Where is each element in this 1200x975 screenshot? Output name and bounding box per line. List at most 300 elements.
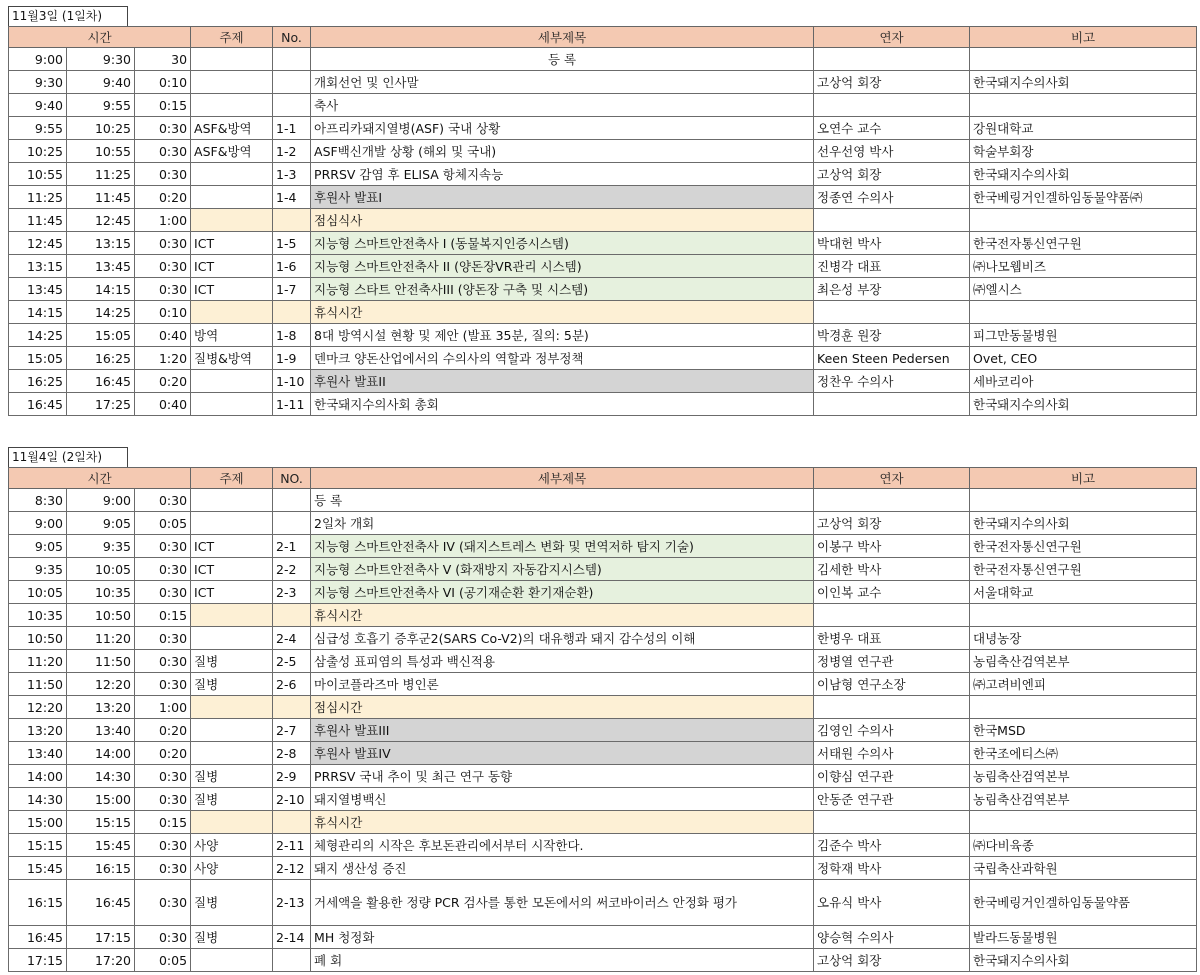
- speaker-cell: 고상억 회장: [814, 949, 970, 972]
- duration-cell: 0:40: [135, 393, 191, 416]
- end-time-cell: 17:20: [67, 949, 135, 972]
- session-title-cell: 심급성 호흡기 증후군2(SARS Co-V2)의 대유행과 돼지 감수성의 이해: [311, 627, 814, 650]
- duration-cell: 0:30: [135, 650, 191, 673]
- topic-cell: ASF&방역: [191, 140, 273, 163]
- speaker-cell: [814, 94, 970, 117]
- speaker-cell: 최은성 부장: [814, 278, 970, 301]
- schedule-row: [9, 558, 1197, 581]
- speaker-cell: 안동준 연구관: [814, 788, 970, 811]
- session-no-cell: [273, 209, 311, 232]
- session-no-cell: 1-1: [273, 117, 311, 140]
- duration-cell: 1:00: [135, 696, 191, 719]
- end-time-cell: 16:25: [67, 347, 135, 370]
- topic-cell: 질병: [191, 926, 273, 949]
- end-time-cell: 11:25: [67, 163, 135, 186]
- end-time-cell: 9:05: [67, 512, 135, 535]
- start-time-cell: 10:55: [9, 163, 67, 186]
- duration-cell: 0:15: [135, 604, 191, 627]
- topic-cell: [191, 209, 273, 232]
- duration-cell: 0:30: [135, 535, 191, 558]
- end-time-cell: 15:05: [67, 324, 135, 347]
- session-title-cell: 덴마크 양돈산업에서의 수의사의 역할과 정부정책: [311, 347, 814, 370]
- session-title-cell: 지능형 스마트안전축사 II (양돈장VR관리 시스템): [311, 255, 814, 278]
- session-title-cell: 개회선언 및 인사말: [311, 71, 814, 94]
- note-cell: 농림축산검역본부: [970, 788, 1197, 811]
- start-time-cell: 11:25: [9, 186, 67, 209]
- session-no-cell: [273, 696, 311, 719]
- schedule-row: [9, 834, 1197, 857]
- end-time-cell: 9:30: [67, 48, 135, 71]
- session-title-cell: 체형관리의 시작은 후보돈관리에서부터 시작한다.: [311, 834, 814, 857]
- session-title-cell: 지능형 스마트안전축사 V (화재방지 자동감지시스템): [311, 558, 814, 581]
- note-cell: 한국돼지수의사회: [970, 512, 1197, 535]
- session-no-cell: 2-6: [273, 673, 311, 696]
- session-no-cell: 1-4: [273, 186, 311, 209]
- speaker-cell: 김세한 박사: [814, 558, 970, 581]
- topic-cell: ASF&방역: [191, 117, 273, 140]
- header-note: 비고: [970, 468, 1197, 489]
- duration-cell: 1:20: [135, 347, 191, 370]
- duration-cell: 0:15: [135, 811, 191, 834]
- speaker-cell: 정찬우 수의사: [814, 370, 970, 393]
- session-title-cell: 마이코플라즈마 병인론: [311, 673, 814, 696]
- duration-cell: 0:30: [135, 788, 191, 811]
- topic-cell: [191, 742, 273, 765]
- session-title-cell: 후원사 발표IV: [311, 742, 814, 765]
- start-time-cell: 15:45: [9, 857, 67, 880]
- schedule-row: [9, 788, 1197, 811]
- note-cell: ㈜다비육종: [970, 834, 1197, 857]
- topic-cell: 질병: [191, 765, 273, 788]
- topic-cell: [191, 301, 273, 324]
- topic-cell: 질병: [191, 788, 273, 811]
- start-time-cell: 15:05: [9, 347, 67, 370]
- schedule-row: [9, 627, 1197, 650]
- session-title-cell: 휴식시간: [311, 604, 814, 627]
- end-time-cell: 15:15: [67, 811, 135, 834]
- session-title-cell: 후원사 발표III: [311, 719, 814, 742]
- start-time-cell: 14:25: [9, 324, 67, 347]
- session-title-cell: 폐 회: [311, 949, 814, 972]
- end-time-cell: 10:50: [67, 604, 135, 627]
- start-time-cell: 9:05: [9, 535, 67, 558]
- note-cell: 한국돼지수의사회: [970, 393, 1197, 416]
- end-time-cell: 11:45: [67, 186, 135, 209]
- topic-cell: [191, 48, 273, 71]
- end-time-cell: 10:25: [67, 117, 135, 140]
- speaker-cell: 이봉구 박사: [814, 535, 970, 558]
- duration-cell: 1:00: [135, 209, 191, 232]
- note-cell: 농림축산검역본부: [970, 765, 1197, 788]
- schedule-row: [9, 535, 1197, 558]
- session-title-cell: 축사: [311, 94, 814, 117]
- start-time-cell: 10:35: [9, 604, 67, 627]
- session-no-cell: 1-3: [273, 163, 311, 186]
- start-time-cell: 14:00: [9, 765, 67, 788]
- speaker-cell: 진병각 대표: [814, 255, 970, 278]
- note-cell: [970, 94, 1197, 117]
- speaker-cell: 양승혁 수의사: [814, 926, 970, 949]
- session-no-cell: [273, 512, 311, 535]
- duration-cell: 0:30: [135, 926, 191, 949]
- start-time-cell: 16:45: [9, 926, 67, 949]
- schedule-row: [9, 140, 1197, 163]
- topic-cell: ICT: [191, 535, 273, 558]
- schedule-row: [9, 857, 1197, 880]
- note-cell: 한국전자통신연구원: [970, 558, 1197, 581]
- duration-cell: 0:30: [135, 765, 191, 788]
- speaker-cell: 이향심 연구관: [814, 765, 970, 788]
- schedule-row: [9, 71, 1197, 94]
- start-time-cell: 17:15: [9, 949, 67, 972]
- topic-cell: 질병: [191, 650, 273, 673]
- topic-cell: ICT: [191, 278, 273, 301]
- schedule-row: [9, 347, 1197, 370]
- speaker-cell: 정학재 박사: [814, 857, 970, 880]
- speaker-cell: Keen Steen Pedersen: [814, 347, 970, 370]
- start-time-cell: 9:40: [9, 94, 67, 117]
- duration-cell: 0:20: [135, 719, 191, 742]
- schedule-row: [9, 232, 1197, 255]
- session-title-cell: 2일차 개회: [311, 512, 814, 535]
- start-time-cell: 9:30: [9, 71, 67, 94]
- end-time-cell: 9:55: [67, 94, 135, 117]
- start-time-cell: 9:00: [9, 48, 67, 71]
- header-topic: 주제: [191, 468, 273, 489]
- start-time-cell: 16:25: [9, 370, 67, 393]
- session-title-cell: ASF백신개발 상황 (해외 및 국내): [311, 140, 814, 163]
- duration-cell: 0:30: [135, 117, 191, 140]
- speaker-cell: [814, 209, 970, 232]
- end-time-cell: 17:25: [67, 393, 135, 416]
- speaker-cell: 정종연 수의사: [814, 186, 970, 209]
- note-cell: [970, 811, 1197, 834]
- start-time-cell: 16:15: [9, 880, 67, 926]
- session-title-cell: PRRSV 감염 후 ELISA 항체지속능: [311, 163, 814, 186]
- speaker-cell: 오연수 교수: [814, 117, 970, 140]
- speaker-cell: [814, 696, 970, 719]
- header-speaker: 연자: [814, 468, 970, 489]
- session-title-cell: 점심시간: [311, 696, 814, 719]
- start-time-cell: 10:25: [9, 140, 67, 163]
- note-cell: 피그만동물병원: [970, 324, 1197, 347]
- schedule-row: [9, 696, 1197, 719]
- header-topic: 주제: [191, 27, 273, 48]
- speaker-cell: 김영인 수의사: [814, 719, 970, 742]
- end-time-cell: 12:45: [67, 209, 135, 232]
- topic-cell: ICT: [191, 255, 273, 278]
- duration-cell: 30: [135, 48, 191, 71]
- start-time-cell: 13:20: [9, 719, 67, 742]
- note-cell: 강원대학교: [970, 117, 1197, 140]
- start-time-cell: 8:30: [9, 489, 67, 512]
- session-no-cell: 2-5: [273, 650, 311, 673]
- schedule-row: [9, 719, 1197, 742]
- schedule-row: [9, 393, 1197, 416]
- day2-table: [8, 467, 1197, 972]
- session-no-cell: 2-2: [273, 558, 311, 581]
- note-cell: ㈜나모웹비즈: [970, 255, 1197, 278]
- header-time: 시간: [9, 27, 191, 48]
- note-cell: 대녕농장: [970, 627, 1197, 650]
- start-time-cell: 10:05: [9, 581, 67, 604]
- start-time-cell: 10:50: [9, 627, 67, 650]
- session-title-cell: 후원사 발표II: [311, 370, 814, 393]
- header-title: 세부제목: [311, 27, 814, 48]
- note-cell: 농림축산검역본부: [970, 650, 1197, 673]
- topic-cell: 방역: [191, 324, 273, 347]
- duration-cell: 0:30: [135, 880, 191, 926]
- session-no-cell: 1-6: [273, 255, 311, 278]
- duration-cell: 0:30: [135, 489, 191, 512]
- header-time: 시간: [9, 468, 191, 489]
- session-no-cell: 2-14: [273, 926, 311, 949]
- session-no-cell: [273, 94, 311, 117]
- end-time-cell: 15:45: [67, 834, 135, 857]
- schedule-row: [9, 673, 1197, 696]
- schedule-row: [9, 650, 1197, 673]
- session-title-cell: 점심식사: [311, 209, 814, 232]
- speaker-cell: 고상억 회장: [814, 71, 970, 94]
- note-cell: 한국베링거인겔하임동물약품㈜: [970, 186, 1197, 209]
- start-time-cell: 9:55: [9, 117, 67, 140]
- duration-cell: 0:30: [135, 163, 191, 186]
- session-no-cell: 2-13: [273, 880, 311, 926]
- session-no-cell: [273, 48, 311, 71]
- start-time-cell: 13:40: [9, 742, 67, 765]
- note-cell: 한국돼지수의사회: [970, 163, 1197, 186]
- session-title-cell: 지능형 스타트 안전축사III (양돈장 구축 및 시스템): [311, 278, 814, 301]
- session-title-cell: 지능형 스마트안전축사 I (동물복지인증시스템): [311, 232, 814, 255]
- start-time-cell: 11:50: [9, 673, 67, 696]
- start-time-cell: 11:45: [9, 209, 67, 232]
- note-cell: ㈜엘시스: [970, 278, 1197, 301]
- schedule-row: [9, 94, 1197, 117]
- schedule-row: [9, 209, 1197, 232]
- schedule-row: [9, 278, 1197, 301]
- topic-cell: [191, 94, 273, 117]
- end-time-cell: 16:15: [67, 857, 135, 880]
- duration-cell: 0:10: [135, 71, 191, 94]
- end-time-cell: 13:40: [67, 719, 135, 742]
- session-title-cell: 돼지열병백신: [311, 788, 814, 811]
- start-time-cell: 15:00: [9, 811, 67, 834]
- end-time-cell: 9:00: [67, 489, 135, 512]
- note-cell: [970, 209, 1197, 232]
- session-title-cell: 지능형 스마트안전축사 VI (공기재순환 환기재순환): [311, 581, 814, 604]
- speaker-cell: 고상억 회장: [814, 512, 970, 535]
- schedule-row: [9, 324, 1197, 347]
- note-cell: 한국전자통신연구원: [970, 232, 1197, 255]
- duration-cell: 0:30: [135, 140, 191, 163]
- session-title-cell: 등 록: [311, 489, 814, 512]
- note-cell: 서울대학교: [970, 581, 1197, 604]
- end-time-cell: 14:25: [67, 301, 135, 324]
- schedule-row: [9, 880, 1197, 926]
- session-title-cell: 삼출성 표피염의 특성과 백신적용: [311, 650, 814, 673]
- note-cell: 국립축산과학원: [970, 857, 1197, 880]
- topic-cell: 질병&방역: [191, 347, 273, 370]
- schedule-row: [9, 48, 1197, 71]
- end-time-cell: 9:35: [67, 535, 135, 558]
- schedule-row: [9, 117, 1197, 140]
- end-time-cell: 16:45: [67, 880, 135, 926]
- duration-cell: 0:15: [135, 94, 191, 117]
- session-no-cell: [273, 71, 311, 94]
- note-cell: ㈜고려비엔피: [970, 673, 1197, 696]
- speaker-cell: 이남형 연구소장: [814, 673, 970, 696]
- session-no-cell: [273, 604, 311, 627]
- duration-cell: 0:20: [135, 186, 191, 209]
- speaker-cell: 박경훈 원장: [814, 324, 970, 347]
- duration-cell: 0:30: [135, 673, 191, 696]
- schedule-row: [9, 811, 1197, 834]
- session-no-cell: 2-10: [273, 788, 311, 811]
- start-time-cell: 16:45: [9, 393, 67, 416]
- note-cell: 발라드동물병원: [970, 926, 1197, 949]
- note-cell: 세바코리아: [970, 370, 1197, 393]
- speaker-cell: 한병우 대표: [814, 627, 970, 650]
- duration-cell: 0:30: [135, 278, 191, 301]
- duration-cell: 0:30: [135, 558, 191, 581]
- start-time-cell: 13:15: [9, 255, 67, 278]
- duration-cell: 0:30: [135, 857, 191, 880]
- note-cell: 한국조에티스㈜: [970, 742, 1197, 765]
- start-time-cell: 14:15: [9, 301, 67, 324]
- speaker-cell: 선우선영 박사: [814, 140, 970, 163]
- end-time-cell: 13:20: [67, 696, 135, 719]
- session-no-cell: [273, 489, 311, 512]
- end-time-cell: 11:50: [67, 650, 135, 673]
- day2-section: [8, 447, 1196, 972]
- topic-cell: [191, 71, 273, 94]
- topic-cell: ICT: [191, 232, 273, 255]
- header-note: 비고: [970, 27, 1197, 48]
- end-time-cell: 14:15: [67, 278, 135, 301]
- end-time-cell: 11:20: [67, 627, 135, 650]
- session-no-cell: [273, 301, 311, 324]
- duration-cell: 0:20: [135, 370, 191, 393]
- duration-cell: 0:30: [135, 232, 191, 255]
- speaker-cell: 오유식 박사: [814, 880, 970, 926]
- duration-cell: 0:05: [135, 512, 191, 535]
- day1-header-row: [9, 27, 1197, 48]
- start-time-cell: 14:30: [9, 788, 67, 811]
- end-time-cell: 10:35: [67, 581, 135, 604]
- end-time-cell: 13:45: [67, 255, 135, 278]
- session-no-cell: [273, 811, 311, 834]
- schedule-row: [9, 949, 1197, 972]
- day1-table: [8, 26, 1197, 416]
- start-time-cell: 13:45: [9, 278, 67, 301]
- schedule-row: [9, 370, 1197, 393]
- topic-cell: [191, 489, 273, 512]
- schedule-row: [9, 255, 1197, 278]
- end-time-cell: 17:15: [67, 926, 135, 949]
- session-title-cell: PRRSV 국내 추이 및 최근 연구 동향: [311, 765, 814, 788]
- end-time-cell: 16:45: [67, 370, 135, 393]
- schedule-row: [9, 186, 1197, 209]
- end-time-cell: 12:20: [67, 673, 135, 696]
- session-no-cell: 2-4: [273, 627, 311, 650]
- schedule-row: [9, 301, 1197, 324]
- speaker-cell: 김준수 박사: [814, 834, 970, 857]
- session-no-cell: 2-12: [273, 857, 311, 880]
- speaker-cell: [814, 604, 970, 627]
- session-no-cell: 2-9: [273, 765, 311, 788]
- schedule-row: [9, 742, 1197, 765]
- session-no-cell: 2-11: [273, 834, 311, 857]
- day2-label: 11월4일 (2일차): [8, 447, 128, 467]
- topic-cell: [191, 512, 273, 535]
- topic-cell: [191, 186, 273, 209]
- session-no-cell: 2-8: [273, 742, 311, 765]
- session-no-cell: 1-10: [273, 370, 311, 393]
- speaker-cell: 서태원 수의사: [814, 742, 970, 765]
- schedule-row: [9, 489, 1197, 512]
- note-cell: [970, 604, 1197, 627]
- session-title-cell: 한국돼지수의사회 총회: [311, 393, 814, 416]
- start-time-cell: 12:45: [9, 232, 67, 255]
- session-no-cell: 1-7: [273, 278, 311, 301]
- session-title-cell: 돼지 생산성 증진: [311, 857, 814, 880]
- speaker-cell: [814, 393, 970, 416]
- start-time-cell: 9:35: [9, 558, 67, 581]
- note-cell: [970, 489, 1197, 512]
- header-no: No.: [273, 27, 311, 48]
- session-no-cell: 2-3: [273, 581, 311, 604]
- session-no-cell: 1-2: [273, 140, 311, 163]
- session-no-cell: 1-11: [273, 393, 311, 416]
- topic-cell: [191, 627, 273, 650]
- day2-header-row: [9, 468, 1197, 489]
- day1-section: [8, 6, 1196, 416]
- session-title-cell: 거세액을 활용한 정량 PCR 검사를 통한 모돈에서의 써코바이러스 안정화 평가: [311, 880, 814, 926]
- speaker-cell: [814, 811, 970, 834]
- session-title-cell: 아프리카돼지열병(ASF) 국내 상황: [311, 117, 814, 140]
- speaker-cell: 고상억 회장: [814, 163, 970, 186]
- session-no-cell: 1-9: [273, 347, 311, 370]
- end-time-cell: 14:00: [67, 742, 135, 765]
- schedule-row: [9, 604, 1197, 627]
- topic-cell: [191, 696, 273, 719]
- topic-cell: 질병: [191, 673, 273, 696]
- end-time-cell: 10:05: [67, 558, 135, 581]
- note-cell: 한국돼지수의사회: [970, 949, 1197, 972]
- end-time-cell: 9:40: [67, 71, 135, 94]
- topic-cell: 사양: [191, 857, 273, 880]
- schedule-row: [9, 581, 1197, 604]
- topic-cell: 사양: [191, 834, 273, 857]
- topic-cell: ICT: [191, 581, 273, 604]
- duration-cell: 0:20: [135, 742, 191, 765]
- duration-cell: 0:30: [135, 255, 191, 278]
- topic-cell: [191, 370, 273, 393]
- header-no: NO.: [273, 468, 311, 489]
- session-title-cell: 8대 방역시설 현황 및 제안 (발표 35분, 질의: 5분): [311, 324, 814, 347]
- note-cell: 한국전자통신연구원: [970, 535, 1197, 558]
- duration-cell: 0:40: [135, 324, 191, 347]
- topic-cell: [191, 719, 273, 742]
- note-cell: Ovet, CEO: [970, 347, 1197, 370]
- speaker-cell: [814, 48, 970, 71]
- end-time-cell: 10:55: [67, 140, 135, 163]
- topic-cell: [191, 163, 273, 186]
- start-time-cell: 12:20: [9, 696, 67, 719]
- topic-cell: [191, 811, 273, 834]
- session-no-cell: 1-5: [273, 232, 311, 255]
- speaker-cell: [814, 489, 970, 512]
